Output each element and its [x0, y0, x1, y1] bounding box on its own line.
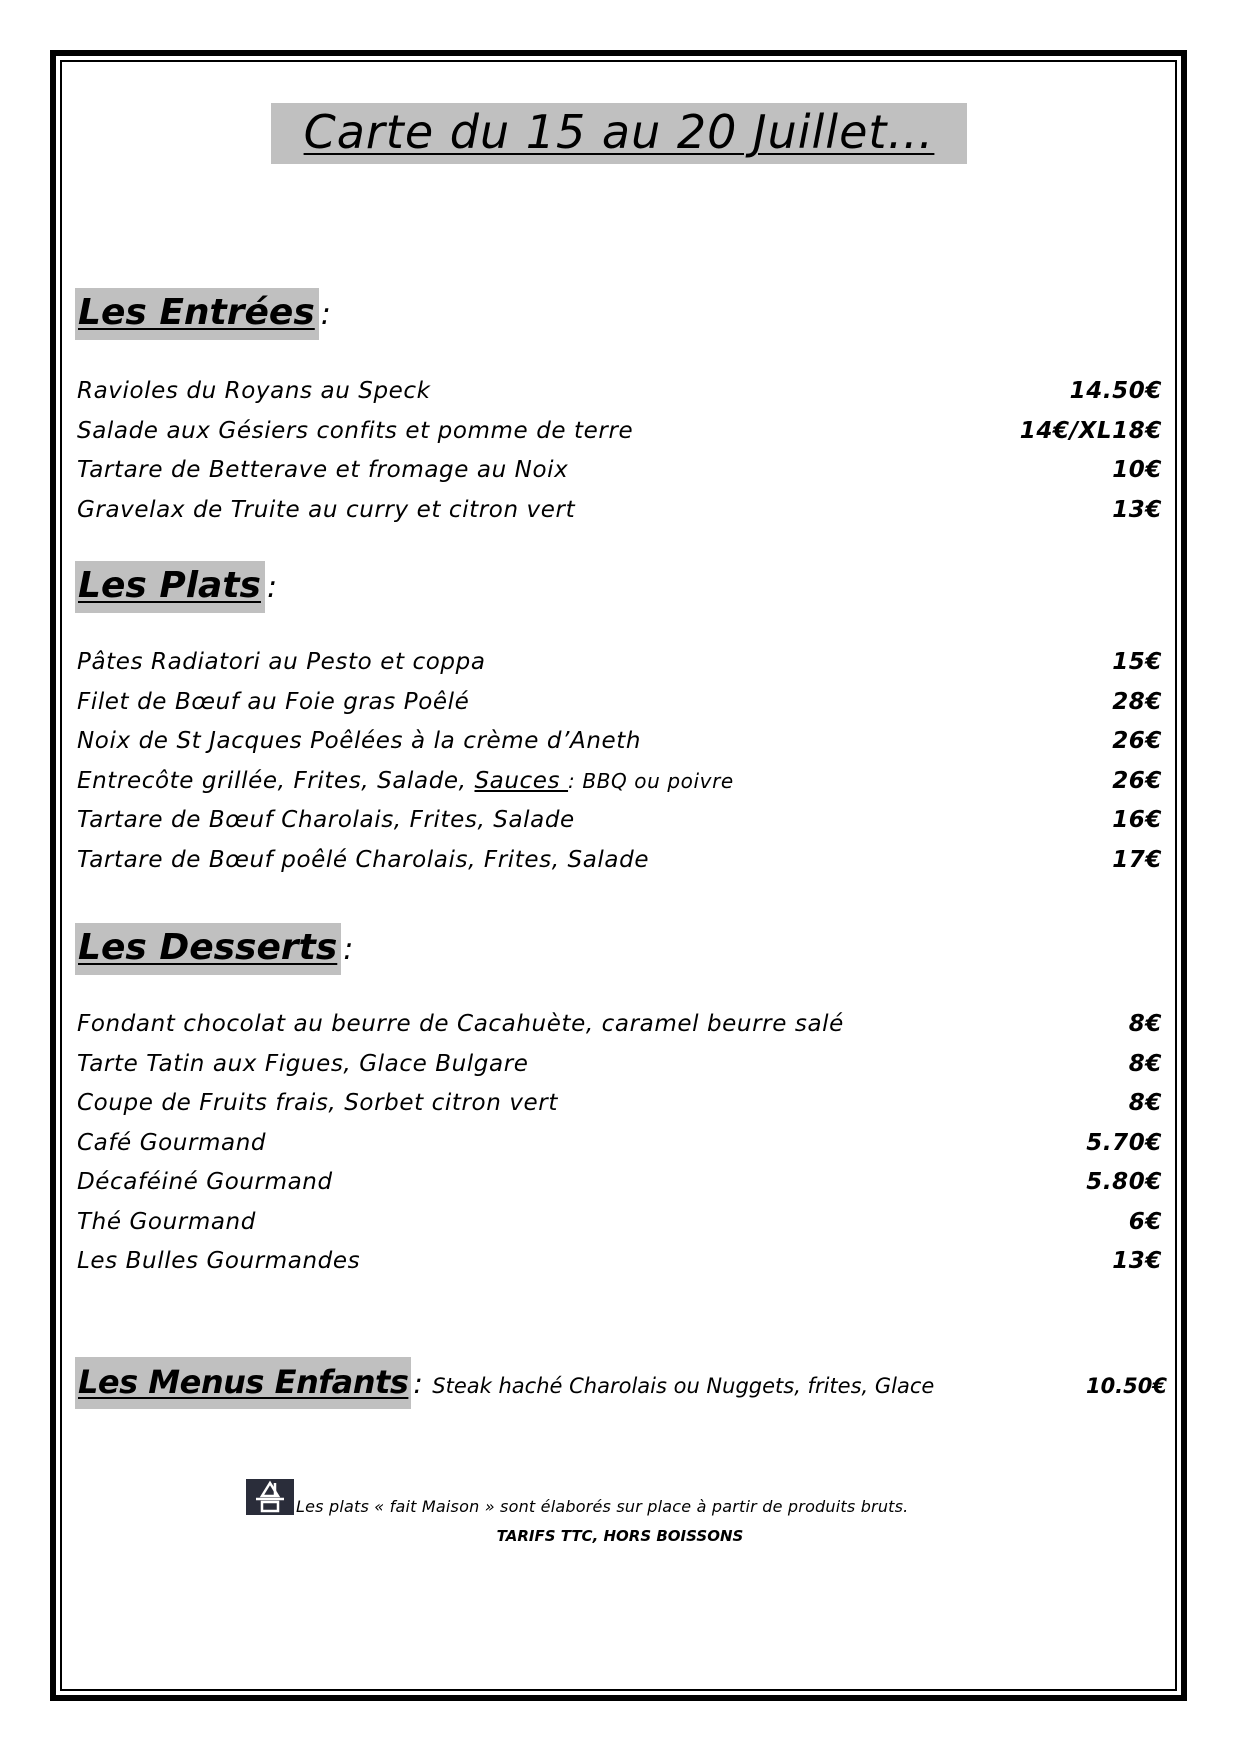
item-name: Coupe de Fruits frais, Sorbet citron vert	[77, 1090, 558, 1116]
menu-item	[77, 643, 1162, 683]
menu-item	[77, 683, 1162, 723]
item-price: 17€	[1112, 846, 1162, 873]
menu-item	[77, 1124, 1162, 1164]
menu-item	[77, 451, 1162, 491]
enfants-price: 10.50€	[1085, 1374, 1167, 1398]
heading-label: Les Plats	[75, 561, 265, 613]
item-price: 8€	[1128, 1050, 1162, 1077]
item-price: 14.50€	[1069, 378, 1162, 404]
menu-item	[77, 841, 1162, 881]
item-name: Gravelax de Truite au curry et citron vert	[77, 496, 576, 523]
item-name: Fondant chocolat au beurre de Cacahuète, caramel beurre salé	[77, 1011, 844, 1037]
heading-colon: :	[413, 1367, 423, 1400]
item-name: Décaféiné Gourmand	[77, 1169, 333, 1195]
section-heading-entrees	[75, 288, 331, 340]
item-name: Pâtes Radiatori au Pesto et coppa	[77, 649, 486, 675]
menu-item	[77, 762, 1162, 802]
tarifs-note: TARIFS TTC, HORS BOISSONS	[496, 1527, 744, 1545]
item-name: Noix de St Jacques Poêlées à la crème d’Aneth	[77, 728, 642, 754]
item-price: 16€	[1112, 807, 1162, 833]
menu-item	[77, 1163, 1162, 1203]
item-name: Filet de Bœuf au Foie gras Poêlé	[77, 688, 470, 715]
item-price: 28€	[1112, 688, 1162, 715]
menu-item	[77, 801, 1162, 841]
item-name-underlined: Sauces	[474, 767, 569, 794]
item-name: Tarte Tatin aux Figues, Glace Bulgare	[77, 1050, 529, 1077]
heading-colon: :	[343, 932, 354, 967]
item-price: 8€	[1128, 1090, 1162, 1116]
heading-label: Les Menus Enfants	[75, 1357, 411, 1409]
item-name: Les Bulles Gourmandes	[77, 1248, 361, 1274]
item-price: 13€	[1112, 1248, 1162, 1274]
item-name: Tartare de Bœuf poêlé Charolais, Frites, Salade	[77, 846, 650, 873]
menu-title: Carte du 15 au 20 Juillet…	[271, 103, 967, 164]
item-price: 26€	[1112, 767, 1162, 794]
menu-item	[77, 1045, 1162, 1085]
item-name: Entrecôte grillée, Frites, Salade,	[77, 767, 475, 794]
item-options: : BBQ ou poivre	[568, 768, 734, 793]
item-price: 26€	[1112, 728, 1162, 754]
menu-item	[77, 372, 1162, 412]
enfants-description: Steak haché Charolais ou Nuggets, frites, Glace	[432, 1374, 935, 1398]
menu-item	[77, 412, 1162, 452]
item-price: 8€	[1128, 1011, 1162, 1037]
item-price: 13€	[1112, 496, 1162, 523]
menu-item	[77, 722, 1162, 762]
menu-item	[77, 491, 1162, 531]
item-name: Tartare de Betterave et fromage au Noix	[77, 457, 569, 483]
heading-colon: :	[320, 297, 331, 332]
item-name: Tartare de Bœuf Charolais, Frites, Salade	[77, 807, 575, 833]
item-name: Café Gourmand	[77, 1129, 267, 1156]
fait-maison-icon	[246, 1479, 294, 1515]
menu-item	[77, 1005, 1162, 1045]
item-price: 10€	[1112, 457, 1162, 483]
item-price: 6€	[1128, 1208, 1162, 1235]
item-price: 14€/XL18€	[1019, 417, 1162, 444]
item-price: 5.70€	[1086, 1129, 1162, 1156]
section-heading-enfants	[75, 1357, 422, 1409]
fait-maison-note: Les plats « fait Maison » sont élaborés sur place à partir de produits bruts.	[296, 1497, 909, 1516]
menu-item	[77, 1203, 1162, 1243]
menu-enfants	[75, 1357, 1167, 1409]
item-name: Salade aux Gésiers confits et pomme de terre	[77, 417, 634, 444]
entrees-list	[77, 372, 1162, 530]
plats-list	[77, 643, 1162, 880]
item-price: 5.80€	[1086, 1169, 1162, 1195]
section-heading-plats	[75, 561, 277, 613]
heading-label: Les Desserts	[75, 923, 341, 975]
item-price: 15€	[1112, 649, 1162, 675]
heading-label: Les Entrées	[75, 288, 319, 340]
desserts-list	[77, 1005, 1162, 1282]
heading-colon: :	[266, 570, 278, 605]
menu-item	[77, 1242, 1162, 1282]
item-name: Ravioles du Royans au Speck	[77, 378, 431, 404]
item-name: Thé Gourmand	[77, 1208, 256, 1235]
section-heading-desserts	[75, 923, 353, 975]
menu-item	[77, 1084, 1162, 1124]
